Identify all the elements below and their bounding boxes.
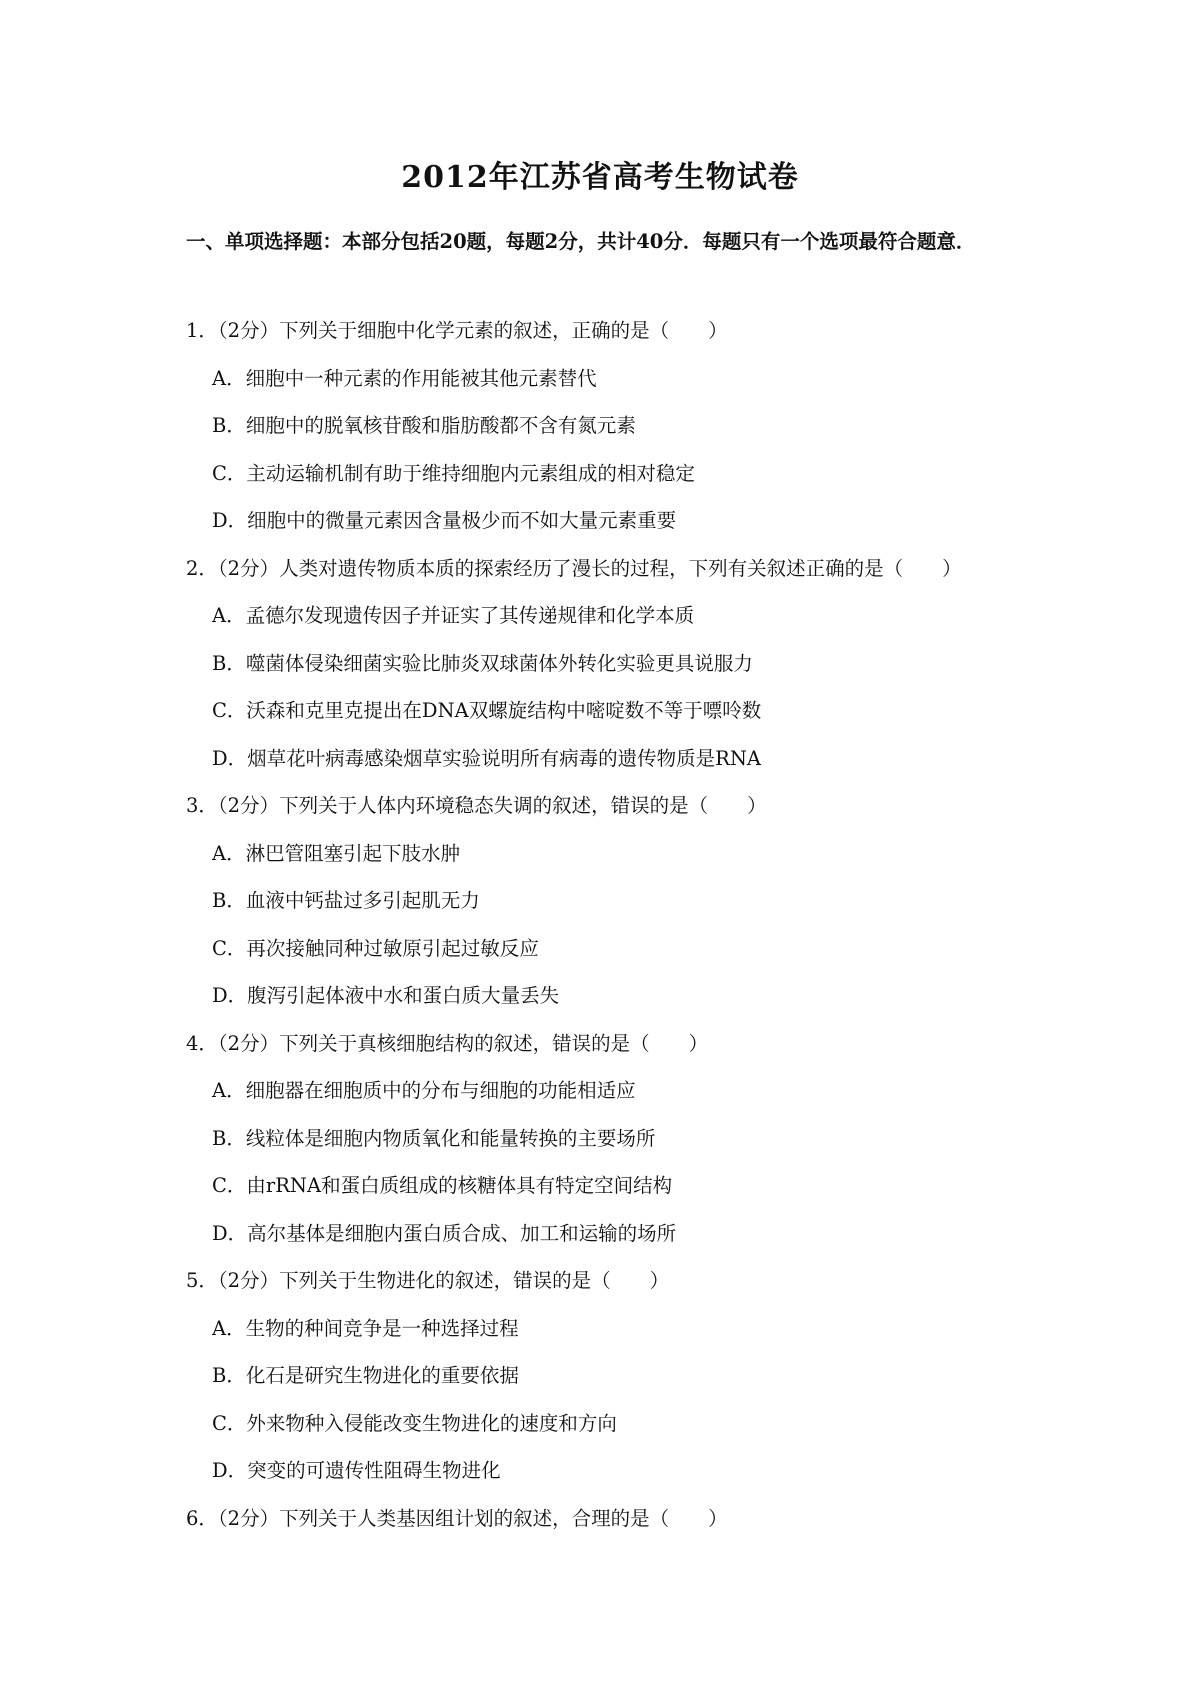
option-b: B．细胞中的脱氧核苷酸和脂肪酸都不含有氮元素 (212, 414, 636, 437)
option-c: C．外来物种入侵能改变生物进化的速度和方向 (212, 1411, 617, 1435)
question-4 (186, 1020, 1046, 1258)
option-a: A．细胞器在细胞质中的分布与细胞的功能相适应 (212, 1079, 636, 1102)
question-6 (186, 1495, 1046, 1543)
option-a: A．生物的种间竞争是一种选择过程 (212, 1316, 519, 1340)
question-3 (186, 782, 1046, 1020)
option-d: D．细胞中的微量元素因含量极少而不如大量元素重要 (212, 509, 677, 532)
question-stem: 5．（2分）下列关于生物进化的叙述，错误的是（ ） (186, 1269, 670, 1292)
option-d: D．腹泻引起体液中水和蛋白质大量丢失 (212, 984, 560, 1007)
option-b: B．噬菌体侵染细菌实验比肺炎双球菌体外转化实验更具说服力 (212, 651, 753, 675)
section-heading: 一、单项选择题：本部分包括20题，每题2分，共计40分．每题只有一个选项最符合题意． (186, 230, 976, 253)
question-1 (186, 307, 1046, 545)
question-5 (186, 1257, 1046, 1495)
option-b: B．线粒体是细胞内物质氧化和能量转换的主要场所 (212, 1126, 656, 1150)
option-c: C．由rRNA和蛋白质组成的核糖体具有特定空间结构 (212, 1174, 673, 1197)
option-c: C．再次接触同种过敏原引起过敏反应 (212, 936, 539, 960)
question-stem: 1．（2分）下列关于细胞中化学元素的叙述，正确的是（ ） (186, 319, 728, 342)
question-2 (186, 545, 1046, 783)
option-b: B．化石是研究生物进化的重要依据 (212, 1364, 519, 1387)
option-a: A．细胞中一种元素的作用能被其他元素替代 (212, 366, 597, 390)
option-c: C．主动运输机制有助于维持细胞内元素组成的相对稳定 (212, 461, 695, 485)
option-d: D．突变的可遗传性阻碍生物进化 (212, 1459, 501, 1482)
option-a: A．孟德尔发现遗传因子并证实了其传递规律和化学本质 (212, 604, 695, 627)
question-stem: 6．（2分）下列关于人类基因组计划的叙述，合理的是（ ） (186, 1506, 728, 1530)
question-list (186, 307, 1046, 1542)
question-stem: 2．（2分）人类对遗传物质本质的探索经历了漫长的过程，下列有关叙述正确的是（ ） (186, 556, 962, 580)
page-title: 2012年江苏省高考生物试卷 (401, 160, 799, 195)
option-a: A．淋巴管阻塞引起下肢水肿 (212, 841, 461, 865)
option-c: C．沃森和克里克提出在DNA双螺旋结构中嘧啶数不等于嘌呤数 (212, 699, 762, 722)
question-stem: 3．（2分）下列关于人体内环境稳态失调的叙述，错误的是（ ） (186, 794, 767, 817)
option-d: D．高尔基体是细胞内蛋白质合成、加工和运输的场所 (212, 1221, 677, 1245)
option-b: B．血液中钙盐过多引起肌无力 (212, 889, 480, 912)
question-stem: 4．（2分）下列关于真核细胞结构的叙述，错误的是（ ） (186, 1031, 709, 1055)
option-d: D．烟草花叶病毒感染烟草实验说明所有病毒的遗传物质是RNA (212, 746, 761, 770)
